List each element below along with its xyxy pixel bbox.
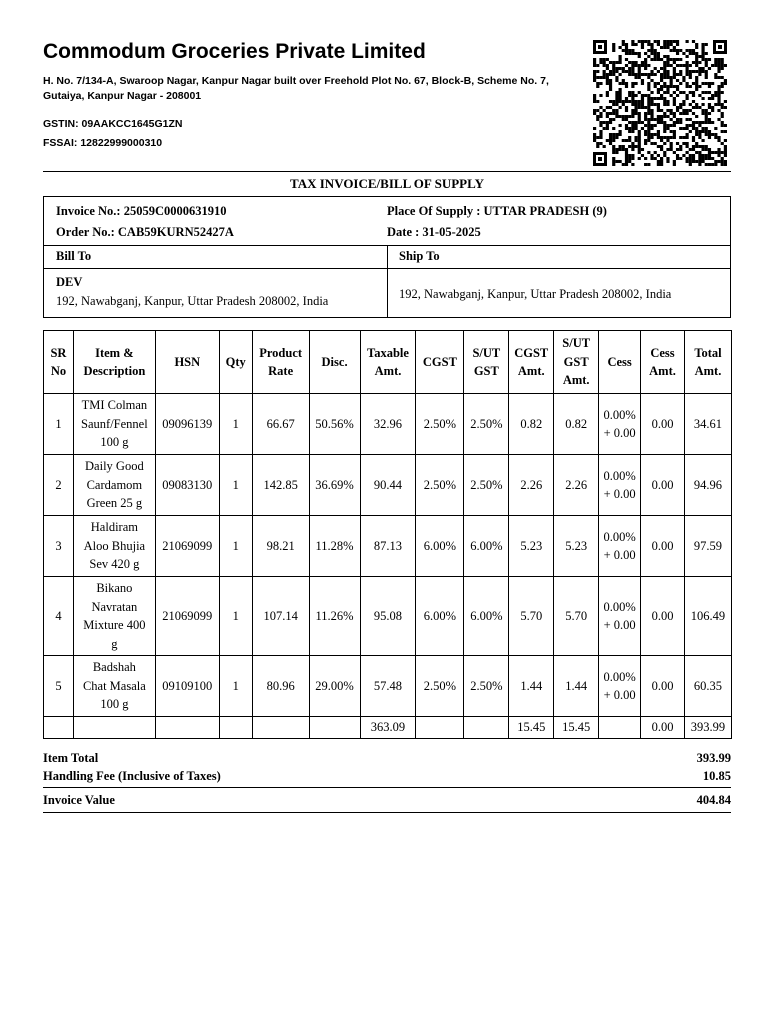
cell-cess: 0.00% + 0.00 (599, 656, 641, 717)
cell-cgst-amt: 1.44 (509, 656, 554, 717)
cell-total: 97.59 (684, 516, 731, 577)
cell-description: TMI Colman Saunf/Fennel 100 g (73, 394, 155, 455)
header-disc: Disc. (309, 331, 360, 394)
cell-description: Daily Good Cardamom Green 25 g (73, 455, 155, 516)
cell-sr: 2 (44, 455, 74, 516)
place-of-supply: Place Of Supply : UTTAR PRADESH (9) (387, 204, 607, 218)
header-taxable: Taxable Amt. (360, 331, 416, 394)
cell-qty: 1 (219, 516, 252, 577)
header-sr: SR No (44, 331, 74, 394)
totals-total: 393.99 (684, 717, 731, 739)
handling-fee-value: 10.85 (702, 769, 731, 783)
cell-discount: 50.56% (309, 394, 360, 455)
cell-cess-amt: 0.00 (641, 656, 685, 717)
cell-cess: 0.00% + 0.00 (599, 394, 641, 455)
cell-rate: 98.21 (252, 516, 309, 577)
order-number: Order No.: CAB59KURN52427A (56, 225, 234, 239)
cell-cess: 0.00% + 0.00 (599, 516, 641, 577)
cell-sgst: 6.00% (464, 577, 509, 656)
cell-hsn: 21069099 (155, 516, 219, 577)
qr-code-icon (593, 40, 727, 166)
cell-taxable: 87.13 (360, 516, 416, 577)
cell-cgst-amt: 0.82 (509, 394, 554, 455)
totals-cess-amt: 0.00 (641, 717, 685, 739)
cell-cgst: 6.00% (416, 516, 464, 577)
item-total-label: Item Total (43, 751, 99, 765)
cell-qty: 1 (219, 455, 252, 516)
bill-to-name: DEV (56, 275, 83, 289)
cell-sgst-amt: 5.23 (554, 516, 599, 577)
top-rule (43, 171, 731, 172)
handling-fee-label: Handling Fee (Inclusive of Taxes) (43, 769, 221, 783)
cell-hsn: 09096139 (155, 394, 219, 455)
totals-taxable: 363.09 (360, 717, 416, 739)
cell-taxable: 95.08 (360, 577, 416, 656)
cell-rate: 142.85 (252, 455, 309, 516)
cell-qty: 1 (219, 394, 252, 455)
invoice-value: 404.84 (696, 793, 731, 807)
cell-cess: 0.00% + 0.00 (599, 455, 641, 516)
cell-description: Bikano Navratan Mixture 400 g (73, 577, 155, 656)
cell-discount: 29.00% (309, 656, 360, 717)
cell-cess-amt: 0.00 (641, 394, 685, 455)
table-header-row (44, 331, 732, 394)
cell-description: Haldiram Aloo Bhujia Sev 420 g (73, 516, 155, 577)
cell-cgst: 6.00% (416, 577, 464, 656)
header-item: Item & Description (73, 331, 155, 394)
ship-to-address: 192, Nawabganj, Kanpur, Uttar Pradesh 208002, India (399, 287, 672, 301)
cell-rate: 66.67 (252, 394, 309, 455)
company-fssai: FSSAI: 12822999000310 (43, 137, 163, 149)
totals-row (44, 717, 732, 739)
cell-hsn: 09083130 (155, 455, 219, 516)
cell-hsn: 21069099 (155, 577, 219, 656)
cell-discount: 11.28% (309, 516, 360, 577)
cell-taxable: 90.44 (360, 455, 416, 516)
cell-taxable: 32.96 (360, 394, 416, 455)
cell-cgst: 2.50% (416, 656, 464, 717)
company-name: Commodum Groceries Private Limited (43, 40, 426, 63)
cell-discount: 36.69% (309, 455, 360, 516)
company-gstin: GSTIN: 09AAKCC1645G1ZN (43, 118, 183, 130)
cell-cgst: 2.50% (416, 455, 464, 516)
header-cess: Cess (599, 331, 641, 394)
cell-sgst-amt: 0.82 (554, 394, 599, 455)
cell-description: Badshah Chat Masala 100 g (73, 656, 155, 717)
cell-sgst: 2.50% (464, 656, 509, 717)
items-table (43, 330, 732, 739)
cell-cess-amt: 0.00 (641, 455, 685, 516)
header-sgst: S/UT GST (464, 331, 509, 394)
cell-total: 106.49 (684, 577, 731, 656)
cell-cgst-amt: 5.23 (509, 516, 554, 577)
cell-sr: 4 (44, 577, 74, 656)
bill-to-label: Bill To (56, 249, 92, 263)
totals-cgst-amt: 15.45 (509, 717, 554, 739)
item-total-value: 393.99 (696, 751, 731, 765)
summary-rule (43, 787, 731, 788)
bottom-rule (43, 812, 731, 813)
cell-rate: 80.96 (252, 656, 309, 717)
cell-cgst-amt: 5.70 (509, 577, 554, 656)
invoice-date: Date : 31-05-2025 (387, 225, 481, 239)
header-cess-amt: Cess Amt. (641, 331, 685, 394)
document-title: TAX INVOICE/BILL OF SUPPLY (290, 176, 484, 191)
table-row (44, 455, 732, 516)
invoice-value-label: Invoice Value (43, 793, 115, 807)
table-row (44, 516, 732, 577)
cell-hsn: 09109100 (155, 656, 219, 717)
invoice-info-box (43, 196, 731, 246)
table-row (44, 656, 732, 717)
bill-to-address: 192, Nawabganj, Kanpur, Uttar Pradesh 208002, India (56, 294, 329, 308)
invoice-number: Invoice No.: 25059C0000631910 (56, 204, 227, 218)
cell-taxable: 57.48 (360, 656, 416, 717)
company-address: H. No. 7/134-A, Swaroop Nagar, Kanpur Nagar built over Freehold Plot No. 67, Block-B, Scheme No. 7, Gutaiya, Kanpur Nagar - 208001 (43, 75, 549, 102)
cell-sgst: 2.50% (464, 455, 509, 516)
header-sgst-amt: S/UT GST Amt. (554, 331, 599, 394)
cell-sr: 5 (44, 656, 74, 717)
table-row (44, 394, 732, 455)
header-total: Total Amt. (684, 331, 731, 394)
header-cgst-amt: CGST Amt. (509, 331, 554, 394)
cell-sr: 1 (44, 394, 74, 455)
cell-qty: 1 (219, 656, 252, 717)
bill-ship-box (43, 245, 731, 318)
cell-total: 34.61 (684, 394, 731, 455)
ship-to-label: Ship To (399, 249, 440, 263)
header-hsn: HSN (155, 331, 219, 394)
cell-total: 94.96 (684, 455, 731, 516)
cell-rate: 107.14 (252, 577, 309, 656)
table-row (44, 577, 732, 656)
cell-sgst-amt: 1.44 (554, 656, 599, 717)
cell-qty: 1 (219, 577, 252, 656)
cell-cess-amt: 0.00 (641, 516, 685, 577)
cell-cgst: 2.50% (416, 394, 464, 455)
header-qty: Qty (219, 331, 252, 394)
cell-cess-amt: 0.00 (641, 577, 685, 656)
header-cgst: CGST (416, 331, 464, 394)
cell-sgst-amt: 5.70 (554, 577, 599, 656)
header-rate: Product Rate (252, 331, 309, 394)
cell-cess: 0.00% + 0.00 (599, 577, 641, 656)
cell-sr: 3 (44, 516, 74, 577)
cell-sgst: 6.00% (464, 516, 509, 577)
cell-cgst-amt: 2.26 (509, 455, 554, 516)
cell-discount: 11.26% (309, 577, 360, 656)
cell-sgst: 2.50% (464, 394, 509, 455)
totals-sgst-amt: 15.45 (554, 717, 599, 739)
cell-total: 60.35 (684, 656, 731, 717)
cell-sgst-amt: 2.26 (554, 455, 599, 516)
